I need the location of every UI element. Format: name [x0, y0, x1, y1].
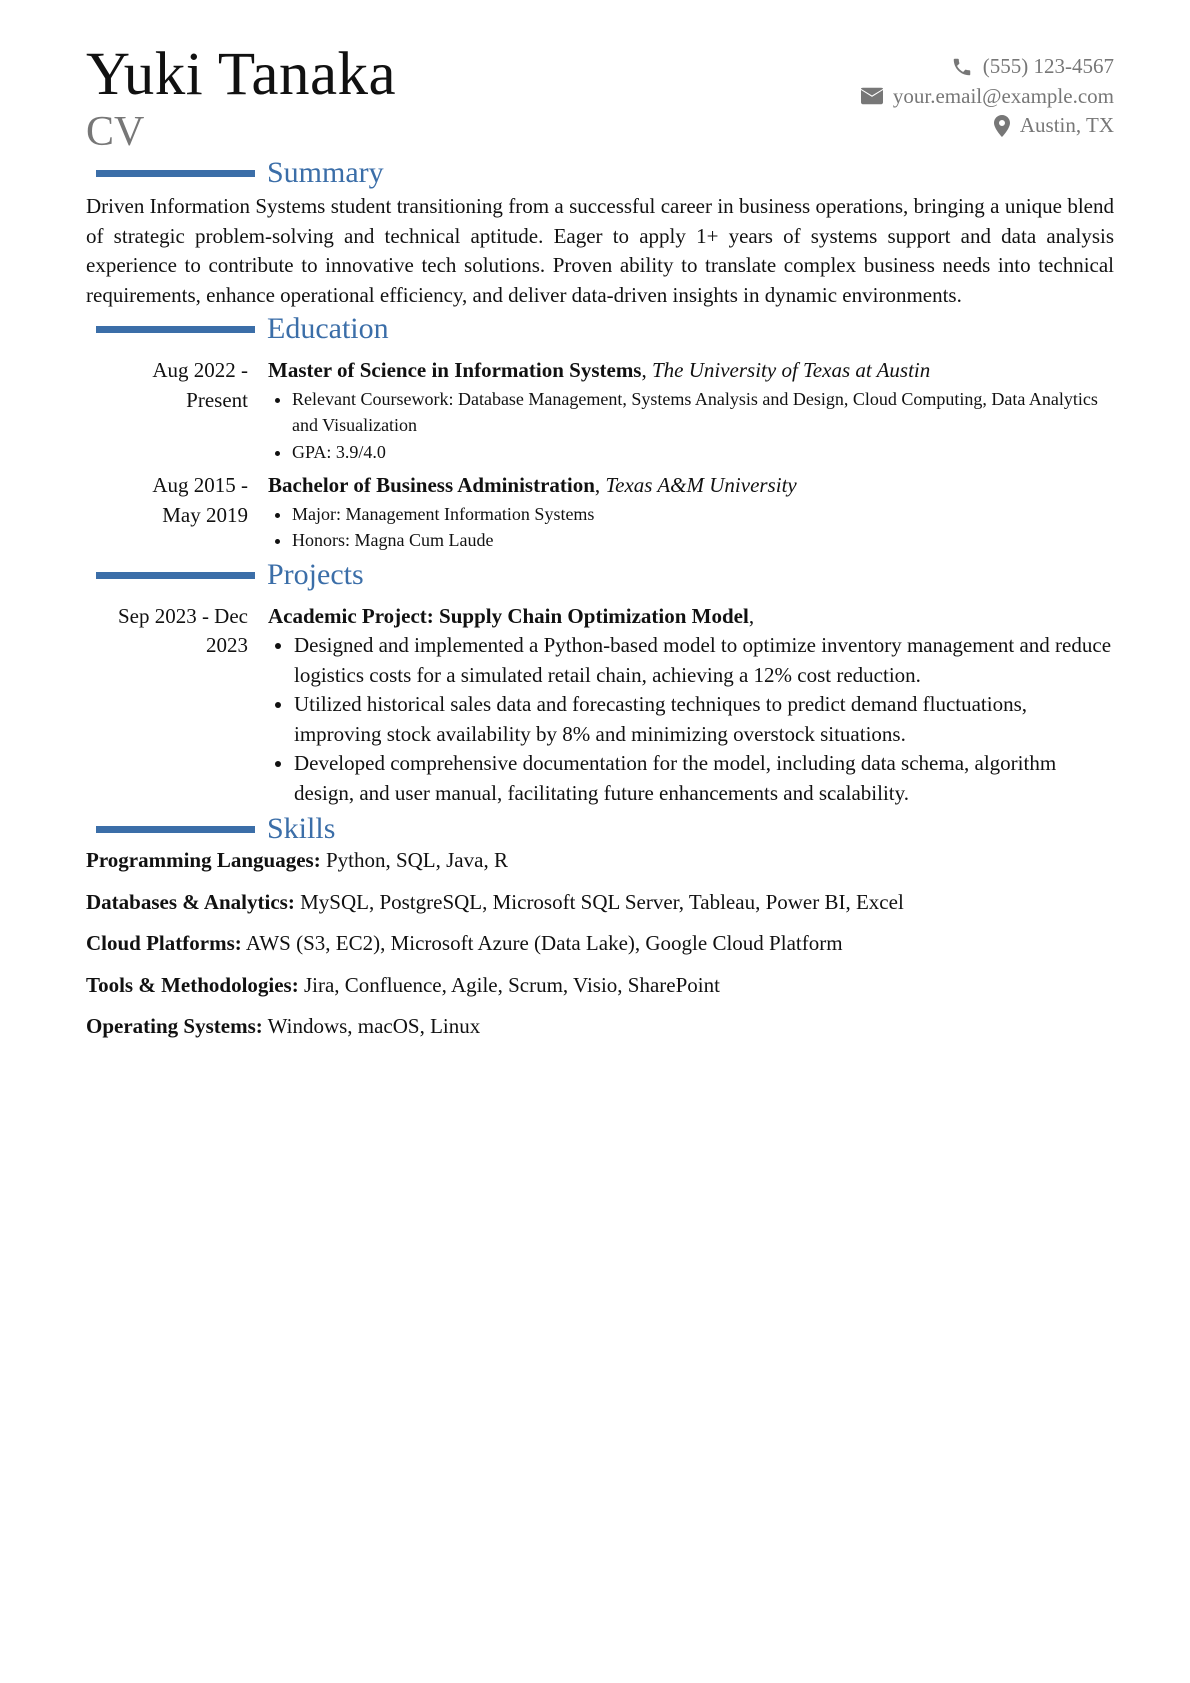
- section-title: Summary: [267, 156, 384, 189]
- skill-value: Jira, Confluence, Agile, Scrum, Visio, SharePoint: [303, 972, 720, 997]
- document-subtitle: CV: [86, 109, 145, 155]
- entry-bullets: [268, 386, 1114, 466]
- envelope-icon: [861, 87, 883, 105]
- map-marker-icon: [994, 115, 1010, 137]
- section-bar: [96, 170, 255, 177]
- list-item: • GPA: 3.9/4.0: [292, 439, 1114, 466]
- skill-label: Databases & Analytics:: [86, 889, 295, 914]
- date-line: Sep 2023 - Dec: [117, 603, 248, 628]
- education-entry: [86, 356, 1114, 465]
- skill-row: [86, 888, 1114, 918]
- entry-date: [86, 602, 268, 809]
- section-title: Projects: [267, 557, 364, 591]
- summary-text: Driven Information Systems student transitioning from a successful career in business operations, bringing a unique blend of strategic problem-solving and technical aptitude. Eager to apply 1+ years of systems support and data analysis experience to contribute to innovative tech solutions. Proven ability to translate complex business needs into technical requirements, enhance operational efficiency, and deliver data-driven insights in dynamic environments.: [86, 194, 1114, 307]
- section-title: Education: [267, 312, 389, 345]
- entry-body: [268, 602, 1114, 809]
- section-summary-heading: [86, 158, 1114, 192]
- section-projects-heading: [86, 557, 1114, 594]
- date-line: 2023: [206, 633, 248, 657]
- skill-value: AWS (S3, EC2), Microsoft Azure (Data Lake), Google Cloud Platform: [245, 931, 843, 955]
- date-line: Present: [186, 387, 248, 412]
- project-entry: [86, 602, 1114, 809]
- list-item: • Utilized historical sales data and forecasting techniques to predict demand fluctuations, improving stock availability by 8% and minimizing overstock situations.: [294, 690, 1114, 749]
- location-text: Austin, TX: [1019, 113, 1114, 137]
- phone-icon: [951, 56, 973, 78]
- date-line: Aug 2015 -: [152, 473, 248, 497]
- entry-date: [86, 471, 268, 554]
- institution-name: Texas A&M University: [605, 473, 797, 497]
- skill-row: [86, 1012, 1114, 1042]
- skill-label: Operating Systems:: [86, 1014, 263, 1038]
- degree-name: Bachelor of Business Administration: [268, 473, 595, 497]
- contact-email: [861, 82, 1114, 112]
- skill-row: [86, 929, 1114, 959]
- date-line: Aug 2022 -: [152, 358, 248, 382]
- cv-page: [86, 0, 1114, 1054]
- section-skills-heading: [86, 814, 1114, 848]
- date-line: May 2019: [162, 502, 248, 527]
- skills-list: [86, 846, 1114, 1042]
- skill-value: Python, SQL, Java, R: [325, 848, 508, 872]
- entry-title: Master of Science in Information Systems, The University of Texas at Austin: [268, 358, 931, 382]
- cv-header: [86, 0, 1114, 158]
- section-education-heading: [86, 314, 1114, 348]
- entry-body: [268, 356, 1114, 465]
- list-item: • Relevant Coursework: Database Management, Systems Analysis and Design, Cloud Computing, Data Analytics and Visualization: [292, 386, 1114, 439]
- list-item: • Major: Management Information Systems: [292, 501, 1114, 528]
- entry-title: Academic Project: Supply Chain Optimization Model,: [268, 603, 755, 628]
- skill-label: Cloud Platforms:: [86, 931, 242, 955]
- degree-name: Master of Science in Information Systems: [268, 358, 642, 382]
- candidate-name: Yuki Tanaka: [86, 41, 397, 108]
- contact-location: [861, 111, 1114, 141]
- skill-row: [86, 971, 1114, 1001]
- skill-label: Programming Languages:: [86, 848, 321, 872]
- entry-title: Bachelor of Business Administration, Texas A&M University: [268, 473, 797, 497]
- section-title: Skills: [267, 812, 336, 845]
- entry-bullets: [268, 631, 1114, 808]
- institution-name: The University of Texas at Austin: [651, 358, 931, 382]
- skill-value: Windows, macOS, Linux: [267, 1014, 481, 1038]
- entry-bullets: [268, 501, 1114, 554]
- entry-date: [86, 356, 268, 465]
- list-item: • Honors: Magna Cum Laude: [292, 527, 1114, 554]
- section-bar: [96, 826, 255, 833]
- project-title: Academic Project: Supply Chain Optimization Model: [268, 603, 749, 628]
- section-bar: [96, 326, 255, 333]
- section-bar: [96, 572, 255, 579]
- skill-value: MySQL, PostgreSQL, Microsoft SQL Server, Tableau, Power BI, Excel: [300, 889, 904, 914]
- entry-body: [268, 471, 1114, 554]
- list-item: • Designed and implemented a Python-based model to optimize inventory management and reduce logistics costs for a simulated retail chain, achieving a 12% cost reduction.: [294, 631, 1114, 690]
- contact-info: [861, 52, 1114, 141]
- education-entry: [86, 471, 1114, 554]
- phone-number: (555) 123-4567: [982, 54, 1114, 78]
- contact-phone: [861, 52, 1114, 82]
- skill-label: Tools & Methodologies:: [86, 972, 299, 997]
- email-address[interactable]: your.email@example.com: [892, 83, 1114, 108]
- list-item: • Developed comprehensive documentation for the model, including data schema, algorithm design, and user manual, facilitating future enhancements and scalability.: [294, 749, 1114, 808]
- skill-row: [86, 846, 1114, 876]
